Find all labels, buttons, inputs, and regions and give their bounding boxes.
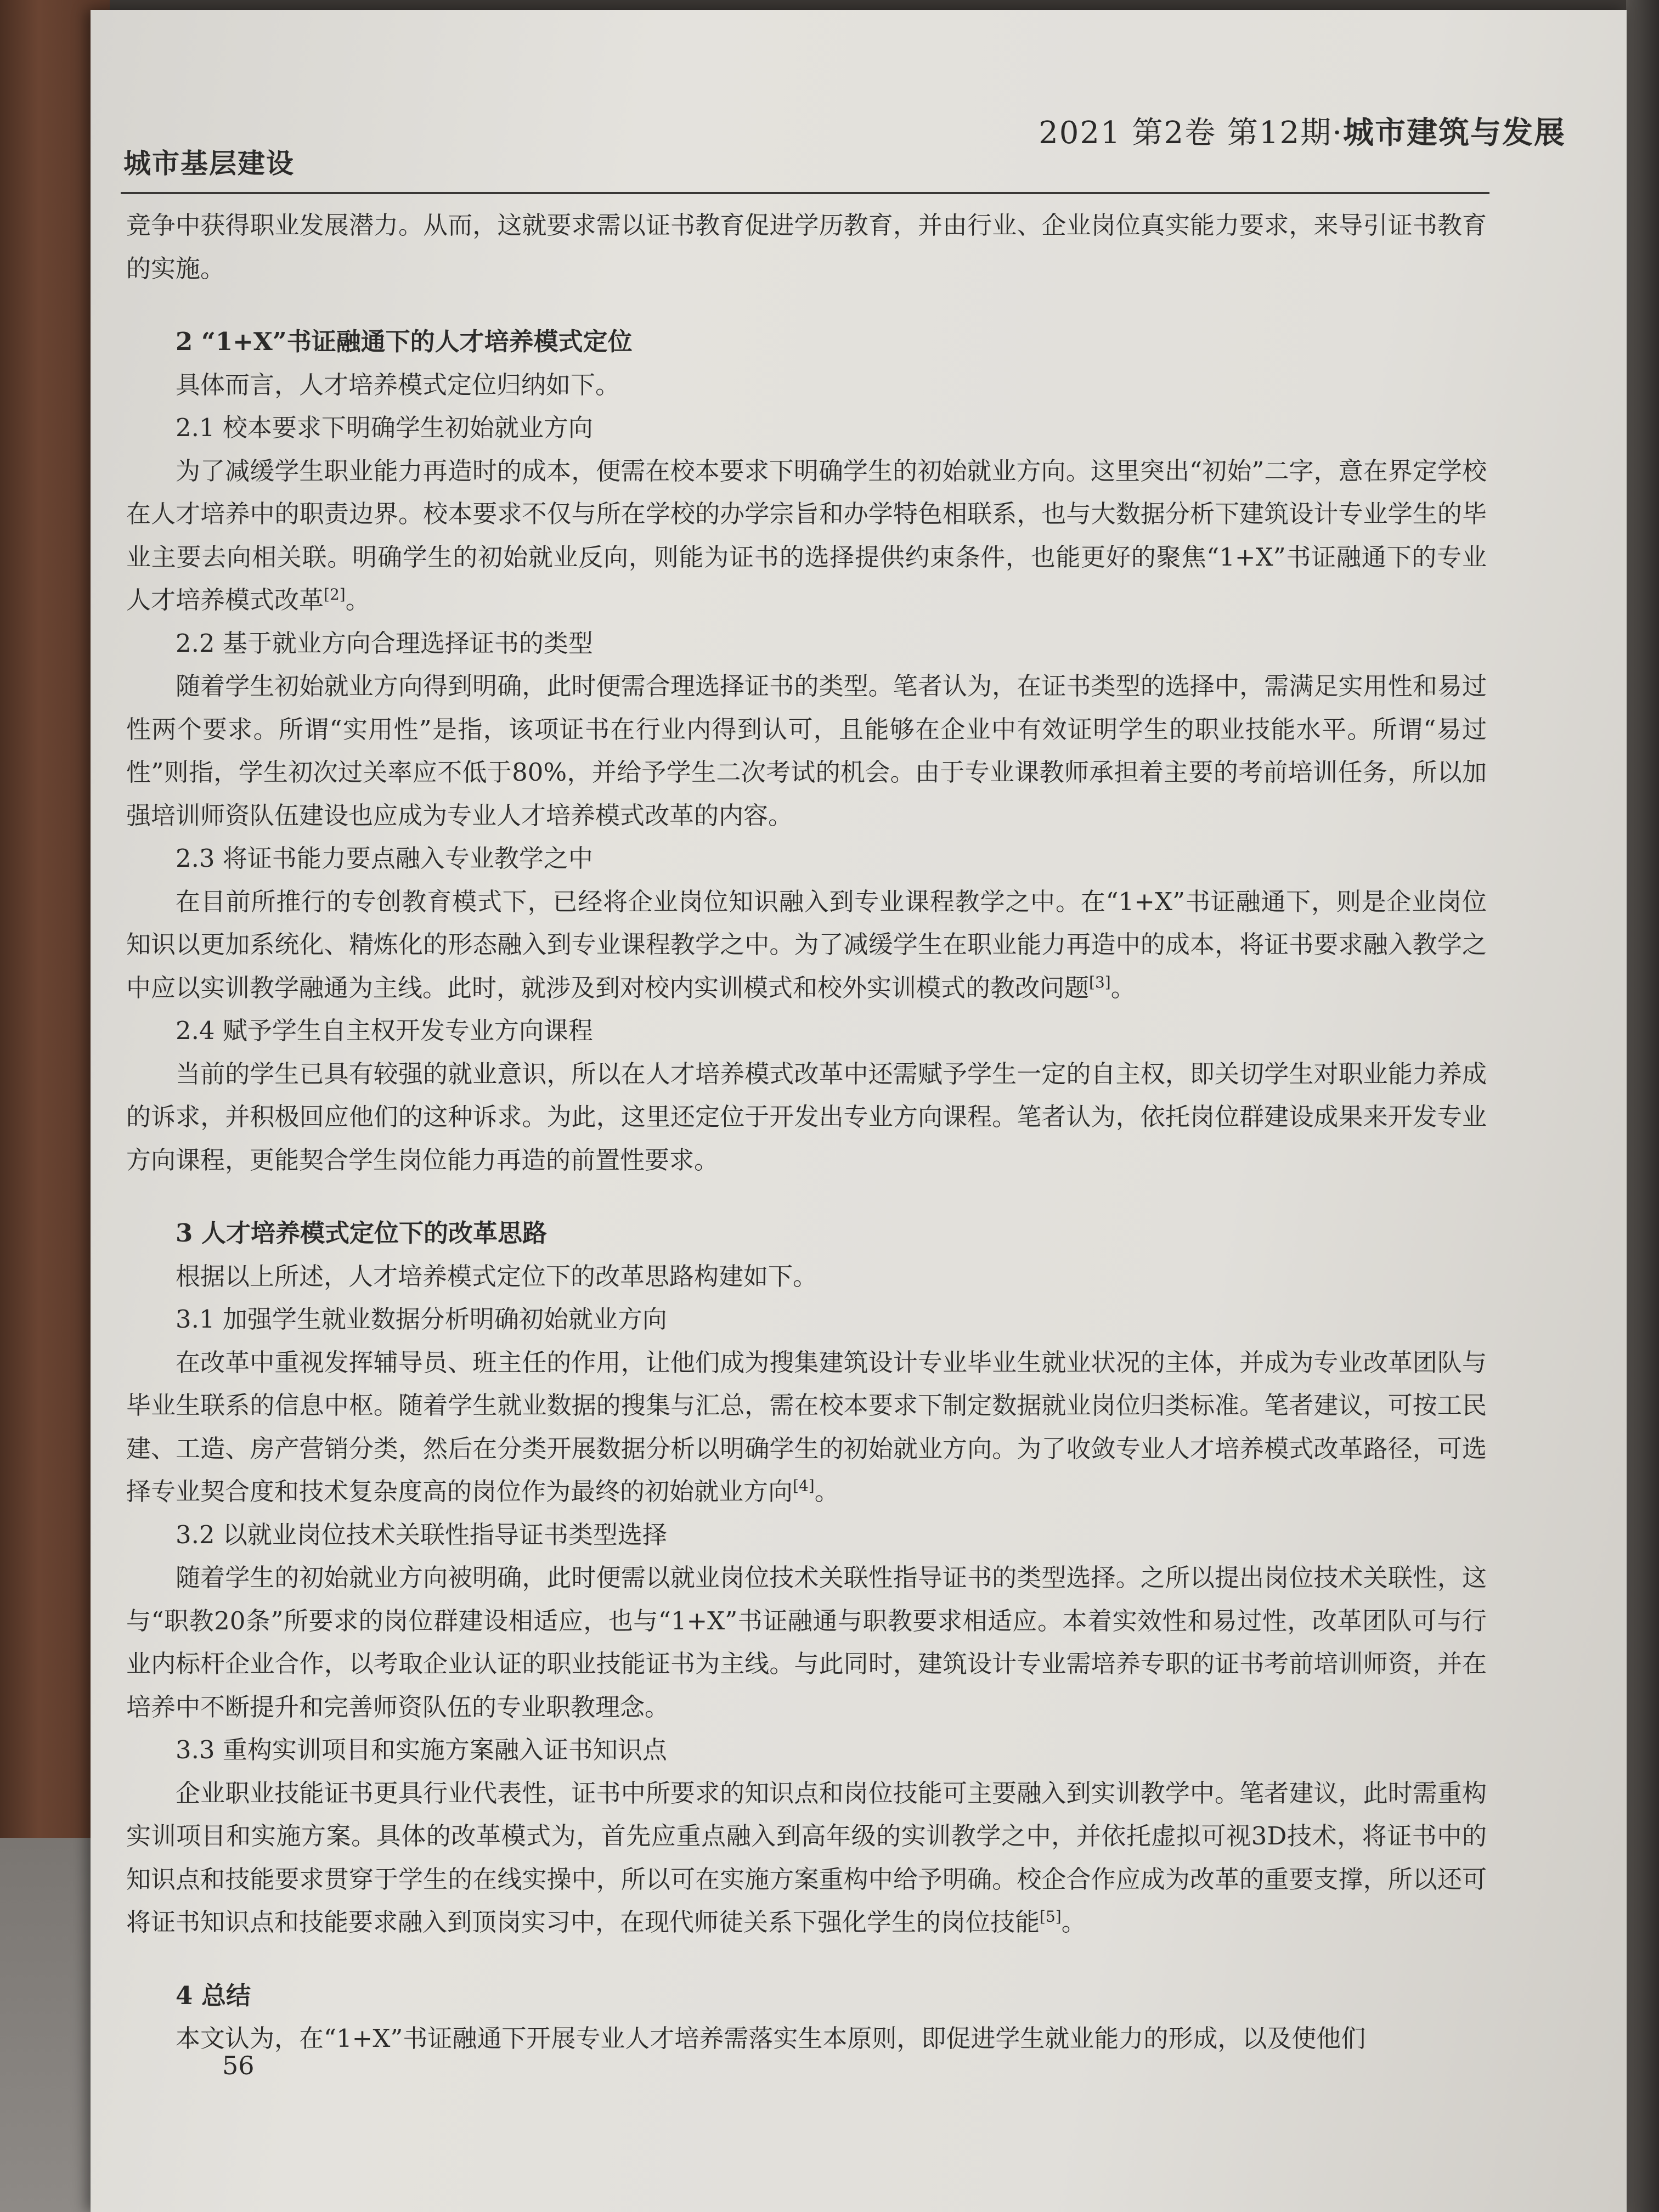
paragraph-text: 3 人才培养模式定位下的改革思路 <box>176 1218 547 1248</box>
book-binding <box>1626 0 1659 2212</box>
body-paragraph <box>126 364 1487 407</box>
subsection-heading <box>126 1298 1487 1341</box>
subsection-heading <box>126 1009 1487 1053</box>
header-separator: · <box>1332 115 1343 151</box>
section-heading <box>126 320 1487 364</box>
paragraph-text: 在改革中重视发挥辅导员、班主任的作用，让他们成为搜集建筑设计专业毕业生就业状况的主体，并成为专业改革团队与毕业生联系的信息中枢。随着学生就业数据的搜集与汇总，需在校本要求下制定数据就业岗位归类标准。笔者建议，可按工民建、工造、房产营销分类，然后在分类开展数据分析以明确学生的初始就业方向。为了收敛专业人才培养模式改革路径，可选择专业契合度和技术复杂度高的岗位作为最终的初始就业方向 <box>126 1347 1487 1506</box>
paragraph-text: 2.4 赋予学生自主权开发专业方向课程 <box>176 1016 593 1045</box>
body-paragraph <box>126 450 1487 622</box>
paragraph-end: 。 <box>1061 1908 1086 1937</box>
paragraph-text: 3.3 重构实训项目和实施方案融入证书知识点 <box>176 1735 667 1764</box>
paragraph-text: 为了减缓学生职业能力再造时的成本，便需在校本要求下明确学生的初始就业方向。这里突出“初始”二字，意在界定学校在人才培养中的职责边界。校本要求不仅与所在学校的办学宗旨和办学特色相联系，也与大数据分析下建筑设计专业学生的毕业主要去向相关联。明确学生的初始就业反向，则能为证书的选择提供约束条件，也能更好的聚焦“1+X”书证融通下的专业人才培养模式改革 <box>126 456 1487 614</box>
paragraph-end: 。 <box>1110 973 1136 1002</box>
paragraph-text: 2.1 校本要求下明确学生初始就业方向 <box>176 413 593 442</box>
paragraph-text: 随着学生的初始就业方向被明确，此时便需以就业岗位技术关联性指导证书的类型选择。之所以提出岗位技术关联性，这与“职教20条”所要求的岗位群建设相适应，也与“1+X”书证融通与职教要求相适应。本着实效性和易过性，改革团队可与行业内标杆企业合作，以考取企业认证的职业技能证书为主线。与此同时，建筑设计专业需培养专职的证书考前培训师资，并在培养中不断提升和完善师资队伍的专业职教理念。 <box>126 1563 1487 1722</box>
subsection-heading <box>126 407 1487 450</box>
body-paragraph <box>126 1053 1487 1182</box>
paragraph-text: 4 总结 <box>176 1980 251 2010</box>
paragraph-text: 根据以上所述，人才培养模式定位下的改革思路构建如下。 <box>176 1261 818 1291</box>
body-paragraph <box>126 2017 1487 2061</box>
paragraph-text: 2 “1+X”书证融通下的人才培养模式定位 <box>176 327 633 356</box>
section-heading <box>126 1212 1487 1255</box>
paragraph-end: 。 <box>345 585 370 614</box>
citation-ref: [4] <box>793 1477 815 1495</box>
body-paragraph <box>126 881 1487 1010</box>
body-paragraph <box>126 1556 1487 1729</box>
subsection-heading <box>126 1729 1487 1772</box>
journal-name: 城市建筑与发展 <box>1343 115 1566 151</box>
running-header-left: 城市基层建设 <box>123 147 295 179</box>
citation-ref: [5] <box>1040 1908 1062 1926</box>
body-paragraph <box>126 1341 1487 1514</box>
article-body <box>126 204 1487 2061</box>
paragraph-text: 具体而言，人才培养模式定位归纳如下。 <box>176 370 620 399</box>
paragraph-end: 。 <box>814 1477 839 1506</box>
body-paragraph <box>126 1255 1487 1299</box>
paragraph-text: 当前的学生已具有较强的就业意识，所以在人才培养模式改革中还需赋予学生一定的自主权，即关切学生对职业能力养成的诉求，并积极回应他们的这种诉求。为此，这里还定位于开发出专业方向课程。笔者认为，依托岗位群建设成果来开发专业方向课程，更能契合学生岗位能力再造的前置性要求。 <box>126 1059 1487 1175</box>
header-rule <box>121 192 1489 194</box>
body-paragraph <box>126 204 1487 290</box>
paragraph-text: 3.1 加强学生就业数据分析明确初始就业方向 <box>176 1305 667 1334</box>
paragraph-text: 2.3 将证书能力要点融入专业教学之中 <box>176 844 593 873</box>
page-number: 56 <box>222 2051 255 2080</box>
paragraph-text: 竞争中获得职业发展潜力。从而，这就要求需以证书教育促进学历教育，并由行业、企业岗位真实能力要求，来导引证书教育的实施。 <box>126 211 1487 283</box>
body-paragraph <box>126 665 1487 837</box>
subsection-heading <box>126 1514 1487 1557</box>
paragraph-text: 3.2 以就业岗位技术关联性指导证书类型选择 <box>176 1520 667 1549</box>
paragraph-text: 在目前所推行的专创教育模式下，已经将企业岗位知识融入到专业课程教学之中。在“1+X”书证融通下，则是企业岗位知识以更加系统化、精炼化的形态融入到专业课程教学之中。为了减缓学生在职业能力再造中的成本，将证书要求融入教学之中应以实训教学融通为主线。此时，就涉及到对校内实训模式和校外实训模式的教改问题 <box>126 887 1487 1002</box>
running-header-right <box>1039 109 1566 153</box>
citation-ref: [2] <box>324 585 346 603</box>
paragraph-text: 本文认为，在“1+X”书证融通下开展专业人才培养需落实生本原则，即促进学生就业能力的形成，以及使他们 <box>176 2024 1366 2053</box>
paragraph-text: 2.2 基于就业方向合理选择证书的类型 <box>176 628 593 658</box>
section-heading <box>126 1974 1487 2018</box>
citation-ref: [3] <box>1089 973 1111 991</box>
subsection-heading <box>126 837 1487 881</box>
issue-info: 2021 第2卷 第12期 <box>1039 115 1333 151</box>
body-paragraph <box>126 1772 1487 1944</box>
subsection-heading <box>126 622 1487 665</box>
paragraph-text: 随着学生初始就业方向得到明确，此时便需合理选择证书的类型。笔者认为，在证书类型的选择中，需满足实用性和易过性两个要求。所谓“实用性”是指，该项证书在行业内得到认可，且能够在企业中有效证明学生的职业技能水平。所谓“易过性”则指，学生初次过关率应不低于80%，并给予学生二次考试的机会。由于专业课教师承担着主要的考前培训任务，所以加强培训师资队伍建设也应成为专业人才培养模式改革的内容。 <box>126 672 1487 830</box>
paragraph-text: 企业职业技能证书更具行业代表性，证书中所要求的知识点和岗位技能可主要融入到实训教学中。笔者建议，此时需重构实训项目和实施方案。具体的改革模式为，首先应重点融入到高年级的实训教学之中，并依托虚拟可视3D技术，将证书中的知识点和技能要求贯穿于学生的在线实操中，所以可在实施方案重构中给予明确。校企合作应成为改革的重要支撑，所以还可将证书知识点和技能要求融入到顶岗实习中，在现代师徒关系下强化学生的岗位技能 <box>126 1778 1487 1937</box>
